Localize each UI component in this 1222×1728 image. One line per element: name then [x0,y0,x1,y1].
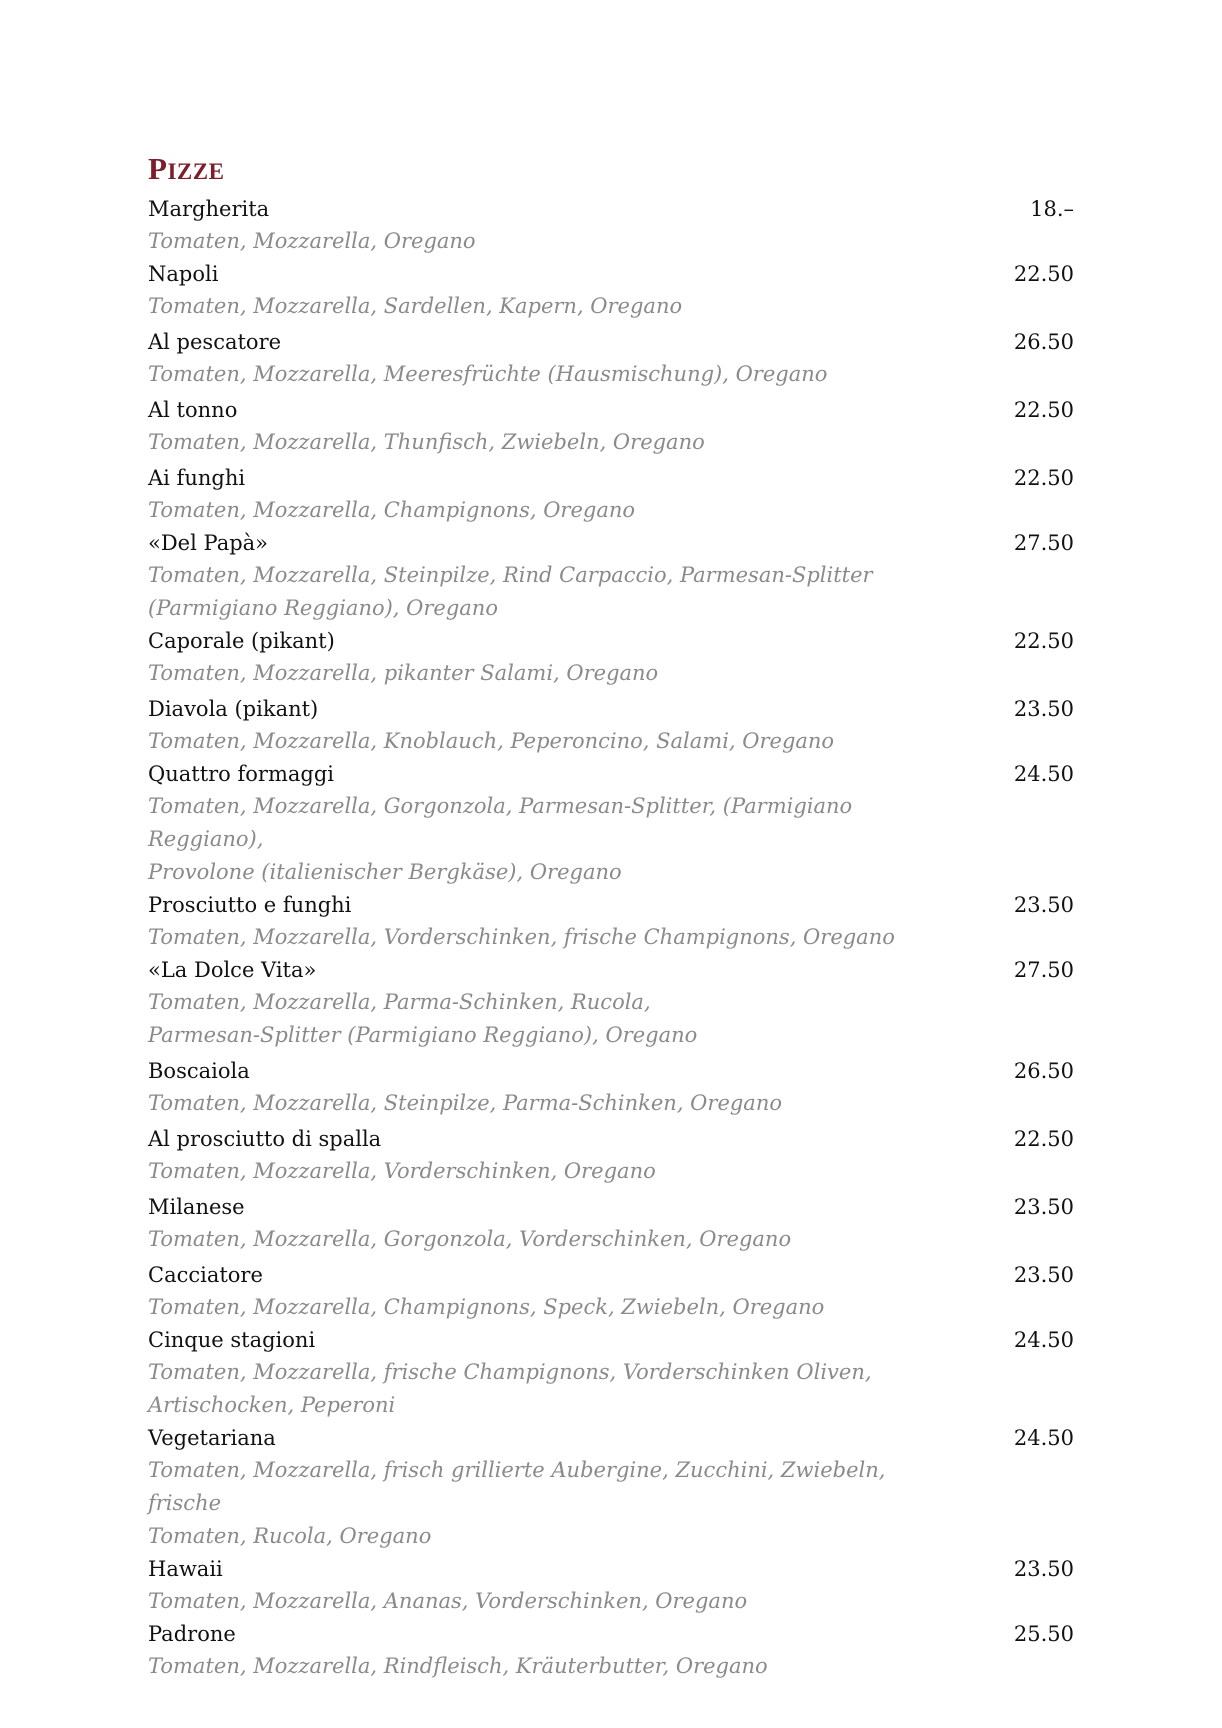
item-description: Tomaten, Mozzarella, frisch grillierte Aubergine, Zucchini, Zwiebeln, frische [148,1458,886,1515]
menu-item [148,693,1078,758]
menu-item [148,258,1078,323]
item-name: Napoli [148,262,219,286]
item-name: Diavola (pikant) [148,697,319,721]
item-price: 23.50 [1013,1557,1074,1581]
item-description: Tomaten, Mozzarella, Steinpilze, Parma-Schinken, Oregano [148,1091,782,1115]
menu-item [148,326,1078,391]
item-name: Al pescatore [148,330,282,354]
menu-page [148,150,1078,1683]
item-name: Padrone [148,1622,236,1646]
item-description: Tomaten, Mozzarella, Ananas, Vorderschinken, Oregano [148,1589,748,1613]
item-description: Tomaten, Mozzarella, Rindfleisch, Kräuterbutter, Oregano [148,1654,768,1678]
item-price: 18.– [1030,197,1074,221]
item-name: Cacciatore [148,1263,263,1287]
menu-item [148,954,1078,1052]
menu-item [148,1259,1078,1324]
menu-item [148,193,1078,258]
item-name: Boscaiola [148,1059,250,1083]
item-name: Hawaii [148,1557,223,1581]
item-description: Tomaten, Mozzarella, Oregano [148,229,476,253]
item-name: Caporale (pikant) [148,629,335,653]
item-description-line2: Artischocken, Peperoni [148,1393,396,1417]
item-description: Tomaten, Mozzarella, Steinpilze, Rind Carpaccio, Parmesan-Splitter [148,563,873,587]
item-price: 24.50 [1013,1426,1074,1450]
item-name: Quattro formaggi [148,762,334,786]
section-title-initial: P [148,151,168,186]
item-description-line2: Tomaten, Rucola, Oregano [148,1524,432,1548]
item-name: «Del Papà» [148,531,269,555]
item-description: Tomaten, Mozzarella, Gorgonzola, Vorderschinken, Oregano [148,1227,792,1251]
item-name: «La Dolce Vita» [148,958,317,982]
menu-item [148,394,1078,459]
item-price: 26.50 [1013,1059,1074,1083]
menu-item [148,758,1078,889]
item-description: Tomaten, Mozzarella, Meeresfrüchte (Hausmischung), Oregano [148,362,828,386]
item-description: Tomaten, Mozzarella, Parma-Schinken, Rucola, [148,990,651,1014]
item-description-line2: Parmesan-Splitter (Parmigiano Reggiano), Oregano [148,1023,698,1047]
item-description-line2: (Parmigiano Reggiano), Oregano [148,596,498,620]
item-name: Milanese [148,1195,245,1219]
item-name: Margherita [148,197,270,221]
item-price: 27.50 [1013,531,1074,555]
item-price: 26.50 [1013,330,1074,354]
item-description: Tomaten, Mozzarella, Knoblauch, Peperoncino, Salami, Oregano [148,729,835,753]
item-description: Tomaten, Mozzarella, Champignons, Oregano [148,498,636,522]
menu-item [148,1618,1078,1683]
menu-item [148,1055,1078,1120]
item-price: 22.50 [1013,1127,1074,1151]
item-price: 23.50 [1013,1195,1074,1219]
item-description: Tomaten, Mozzarella, Vorderschinken, Oregano [148,1159,656,1183]
item-description: Tomaten, Mozzarella, frische Champignons, Vorderschinken Oliven, [148,1360,872,1384]
item-description: Tomaten, Mozzarella, Champignons, Speck, Zwiebeln, Oregano [148,1295,825,1319]
section-title-rest: IZZE [167,159,225,184]
item-description: Tomaten, Mozzarella, Vorderschinken, frische Champignons, Oregano [148,925,895,949]
menu-item [148,1553,1078,1618]
item-price: 22.50 [1013,262,1074,286]
item-price: 23.50 [1013,893,1074,917]
item-name: Prosciutto e funghi [148,893,352,917]
item-description: Tomaten, Mozzarella, Thunfisch, Zwiebeln, Oregano [148,430,705,454]
menu-item [148,1422,1078,1553]
menu-item [148,1324,1078,1422]
section-title [148,150,1078,191]
item-name: Al tonno [148,398,238,422]
item-price: 22.50 [1013,466,1074,490]
item-price: 23.50 [1013,1263,1074,1287]
item-price: 25.50 [1013,1622,1074,1646]
item-name: Cinque stagioni [148,1328,316,1352]
item-price: 24.50 [1013,762,1074,786]
menu-item [148,1191,1078,1256]
menu-item [148,527,1078,625]
menu-item [148,462,1078,527]
item-name: Al prosciutto di spalla [148,1127,382,1151]
item-name: Ai funghi [148,466,246,490]
menu-item [148,889,1078,954]
menu-item [148,625,1078,690]
item-price: 24.50 [1013,1328,1074,1352]
menu-item [148,1123,1078,1188]
item-description: Tomaten, Mozzarella, Gorgonzola, Parmesan-Splitter, (Parmigiano Reggiano), [148,794,853,851]
item-price: 27.50 [1013,958,1074,982]
menu-list [148,193,1078,1683]
item-description: Tomaten, Mozzarella, Sardellen, Kapern, Oregano [148,294,683,318]
item-price: 22.50 [1013,398,1074,422]
item-description: Tomaten, Mozzarella, pikanter Salami, Oregano [148,661,659,685]
item-price: 22.50 [1013,629,1074,653]
item-name: Vegetariana [148,1426,276,1450]
item-price: 23.50 [1013,697,1074,721]
item-description-line2: Provolone (italienischer Bergkäse), Oregano [148,860,622,884]
